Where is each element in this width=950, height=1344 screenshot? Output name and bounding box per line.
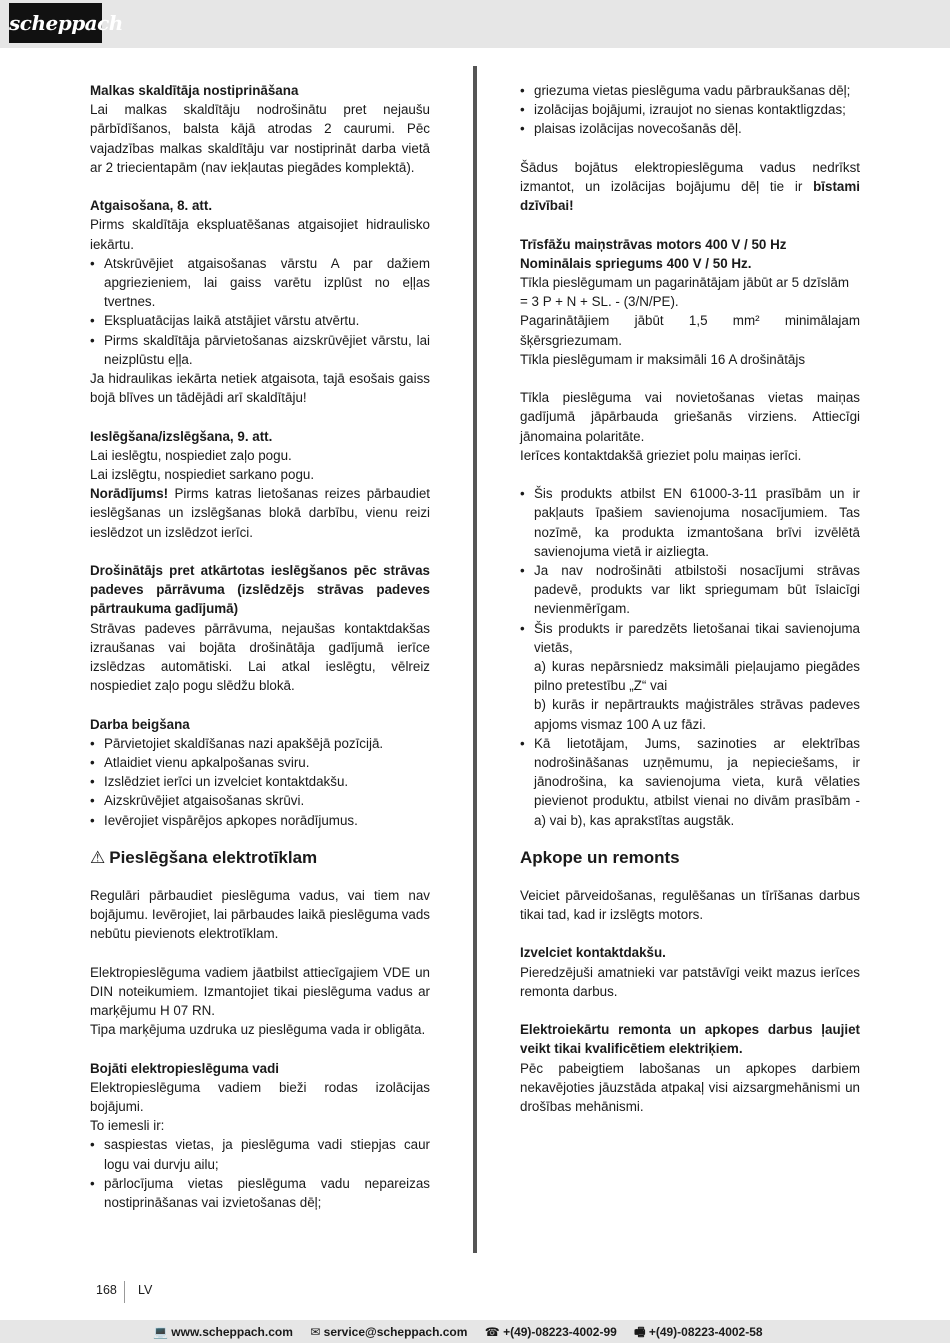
footer-bar [0,1320,950,1343]
list-item: • saspiestas vietas, ja pieslēguma vadi stiepjas caur logu vai durvju ailu; [90,1135,430,1173]
paragraph: Tipa marķējuma uzdruka uz pieslēguma vada ir obligāta. [90,1022,426,1038]
footer-fax [634,1325,762,1339]
bullet-list [520,81,860,139]
list-item: • griezuma vietas pieslēguma vadu pārbraukšanas dēļ; [520,81,860,100]
list-item: • Atskrūvējiet atgaisošanas vārstu A par dažiem apgriezieniem, lai gaiss varētu izplūst no eļļas tvertnes. [90,254,430,312]
heading-text: Pieslēgšana elektrotīklam [109,847,318,867]
paragraph: Pēc pabeigtiem labošanas un apkopes darbiem nekavējoties jāuzstāda atpakaļ visi aizsargmehānismi un drošības mehānismi. [520,1060,860,1115]
page-number: 168 [96,1283,117,1297]
list-item: • Ja nav nodrošināti atbilstoši nosacījumi strāvas padevē, produkts var likt spriegumam būt īslaicīgi nevienmērīgam. [520,561,860,619]
paragraph: Lai izslēgtu, nospiediet sarkano pogu. [90,467,315,483]
paragraph: Elektropieslēguma vadiem jāatbilst attiecīgajiem VDE un DIN noteikumiem. Izmantojiet tikai pieslēguma vadus ar marķējumu H 07 RN. [90,964,430,1019]
list-item-text: a) kuras nepārsniedz maksimāli pieļaujamo piegādes pilno pretestību „Z“ vai [534,659,860,694]
page-number-separator [124,1281,125,1303]
list-item: • Izslēdziet ierīci un izvelciet kontaktdakšu. [90,772,430,791]
note-paragraph [90,484,430,542]
paragraph: Ja hidraulikas iekārta netiek atgaisota, tajā esošais gaiss bojā blīves un tādējādi arī skaldītāju! [90,371,430,406]
list-item: • pārlocījuma vietas pieslēguma vadu nepareizas nostiprināšanas vai izvietošanas dēļ; [90,1174,430,1212]
footer-phone [485,1325,617,1339]
paragraph [520,158,860,216]
mail-icon: ✉ [310,1325,321,1339]
bullet-list [90,1135,430,1212]
footer-mail[interactable] [310,1325,467,1339]
note-label: Norādījums! [90,486,169,502]
section-title: Elektroiekārtu remonta un apkopes darbus ļaujiet veikt tikai kvalificētiem elektriķiem. [520,1022,860,1057]
paragraph: Tīkla pieslēgumam un pagarinātājam jābūt ar 5 dzīslām [520,275,849,290]
list-item: • Pirms skaldītāja pārvietošanas aizskrūvējiet vārstu, lai neizplūstu eļļa. [90,331,430,369]
list-item: • Šis produkts atbilst EN 61000-3-11 prasībām un ir pakļauts īpašiem savienojuma nosacījumiem. Tas nozīmē, ka produkta izmantošana brīvi izvēlētā savienojuma vietā ir aizliegta. [520,484,860,561]
list-item-text: • Šis produkts ir paredzēts lietošanai tikai savienojuma vietās, [534,620,860,655]
heading-electric [90,846,430,870]
section-title: Trīsfāžu maiņstrāvas motors 400 V / 50 Hz [520,236,787,252]
section-title: Izvelciet kontaktdakšu. [520,945,666,961]
section-title: Ieslēgšana/izslēgšana, 9. att. [90,428,273,444]
section-title: Malkas skaldītāja nostiprināšana [90,83,299,98]
warning-text: Šādus bojātus elektropieslēguma vadus nedrīkst izmantot, un izolācijas bojājumu dēļ tie ir [520,159,860,194]
phone-number: +(49)-08223-4002-99 [503,1325,617,1339]
paragraph: Ierīces kontaktdakšā grieziet polu maiņas ierīci. [520,447,802,463]
column-divider [473,66,477,1253]
language-code: LV [138,1283,153,1297]
phone-icon: ☎ [484,1325,500,1339]
fax-number: +(49)-08223-4002-58 [648,1325,763,1339]
mail-link[interactable]: service@scheppach.com [323,1325,468,1339]
list-item: • Atlaidiet vienu apkalpošanas sviru. [90,753,430,772]
list-item: • izolācijas bojājumi, izraujot no sienas kontaktligzdas; [520,100,860,119]
computer-icon: 💻 [153,1325,168,1339]
paragraph: = 3 P + N + SL. - (3/N/PE). [520,294,679,310]
paragraph: Pieredzējuši amatnieki var patstāvīgi veikt mazus ierīces remonta darbus. [520,964,860,999]
section-title: Darba beigšana [90,716,190,732]
list-item: • Ekspluatācijas laikā atstājiet vārstu atvērtu. [90,311,430,330]
list-item-text: b) kurās ir nepārtraukts maģistrāles strāvas padeves apjoms vismaz 100 A uz fāzi. [534,697,860,732]
paragraph: Pirms skaldītāja ekspluatēšanas atgaisojiet hidraulisko iekārtu. [90,217,430,252]
paragraph: Regulāri pārbaudiet pieslēguma vadus, vai tiem nav bojājumu. Ievērojiet, lai pārbaudes laikā pieslēguma vads nebūtu pievienots elektrotīklam. [90,887,430,942]
paragraph: Lai malkas skaldītāju nodrošinātu pret nejaušu pārbīdīšanos, balsta kājā atrodas 2 caurumi. Pēc vajadzības malkas skaldītāju var nostiprināt darba vietā ar 2 triecientapām (nav iekļautas piegādes komplektā). [90,102,430,175]
list-item: • Kā lietotājam, Jums, sazinoties ar elektrības nodrošināšanas uzņēmumu, ja nepieciešams, ir jānodrošina, ka savienojuma vieta, kurā vēlaties pievienot produktu, atbilst vienai no divām prasībām - a) vai b), kas aprakstītas augstāk. [520,734,860,830]
section-title: Bojāti elektropieslēguma vadi [90,1060,280,1076]
list-item: • Aizskrūvējiet atgaisošanas skrūvi. [90,791,430,810]
section-title: Atgaisošana, 8. att. [90,198,213,214]
paragraph: To iemesli ir: [90,1118,165,1134]
section-title: Drošinātājs pret atkārtotas ieslēgšanos pēc strāvas padeves pārrāvuma (izslēdzējs strāvas padeves pārtraukuma gadījumā) [90,563,430,617]
bullet-list [520,484,860,830]
footer-web[interactable] [153,1325,293,1339]
section-title: Nominālais spriegums 400 V / 50 Hz. [520,255,752,271]
heading-maintenance: Apkope un remonts [520,847,680,867]
footer-contacts [153,1323,777,1344]
left-column [90,81,430,1212]
right-column [520,81,860,1116]
paragraph: Pagarinātājiem jābūt 1,5 mm² minimālajam šķērsgriezumam. [520,313,860,348]
scheppach-logo: scheppach [9,3,102,43]
paragraph: Tīkla pieslēgumam ir maksimāli 16 A drošinātājs [520,351,806,367]
list-item: • Pārvietojiet skaldīšanas nazi apakšējā pozīcijā. [90,734,430,753]
paragraph: Elektropieslēguma vadiem bieži rodas izolācijas bojājumi. [90,1079,430,1115]
paragraph: Strāvas padeves pārrāvuma, nejaušas kontaktdakšas izraušanas vai bojāta drošinātāja gadījumā ierīce izslēdzas automātiski. Lai atkal ieslēgtu, vēlreiz nospiediet zaļo pogu slēdžu blokā. [90,620,430,694]
fax-icon: 🖷 [634,1325,646,1339]
danger-text: bīstami dzīvībai! [520,179,860,214]
list-item: • plaisas izolācijas novecošanās dēļ. [520,119,860,138]
bullet-list [90,734,430,830]
note-text: Pirms katras lietošanas reizes pārbaudiet ieslēgšanas un izslēgšanas blokā darbību, vienu reizi ieslēdzot un izslēdzot ierīci. [90,486,430,540]
header-bar [0,0,950,48]
paragraph: Tīkla pieslēguma vai novietošanas vietas maiņas gadījumā jāpārbauda griešanās virziens. Attiecīgi jānomaina polaritāte. [520,390,860,444]
list-item: • Ievērojiet vispārējos apkopes norādījumus. [90,811,430,830]
warning-icon: ⚠ [90,847,106,867]
paragraph: Lai ieslēgtu, nospiediet zaļo pogu. [90,447,292,463]
paragraph: Veiciet pārveidošanas, regulēšanas un tīrīšanas darbus tikai tad, kad ir izslēgts motors. [520,887,860,923]
bullet-list [90,254,430,369]
list-item [520,619,860,734]
web-link[interactable]: www.scheppach.com [171,1325,293,1339]
